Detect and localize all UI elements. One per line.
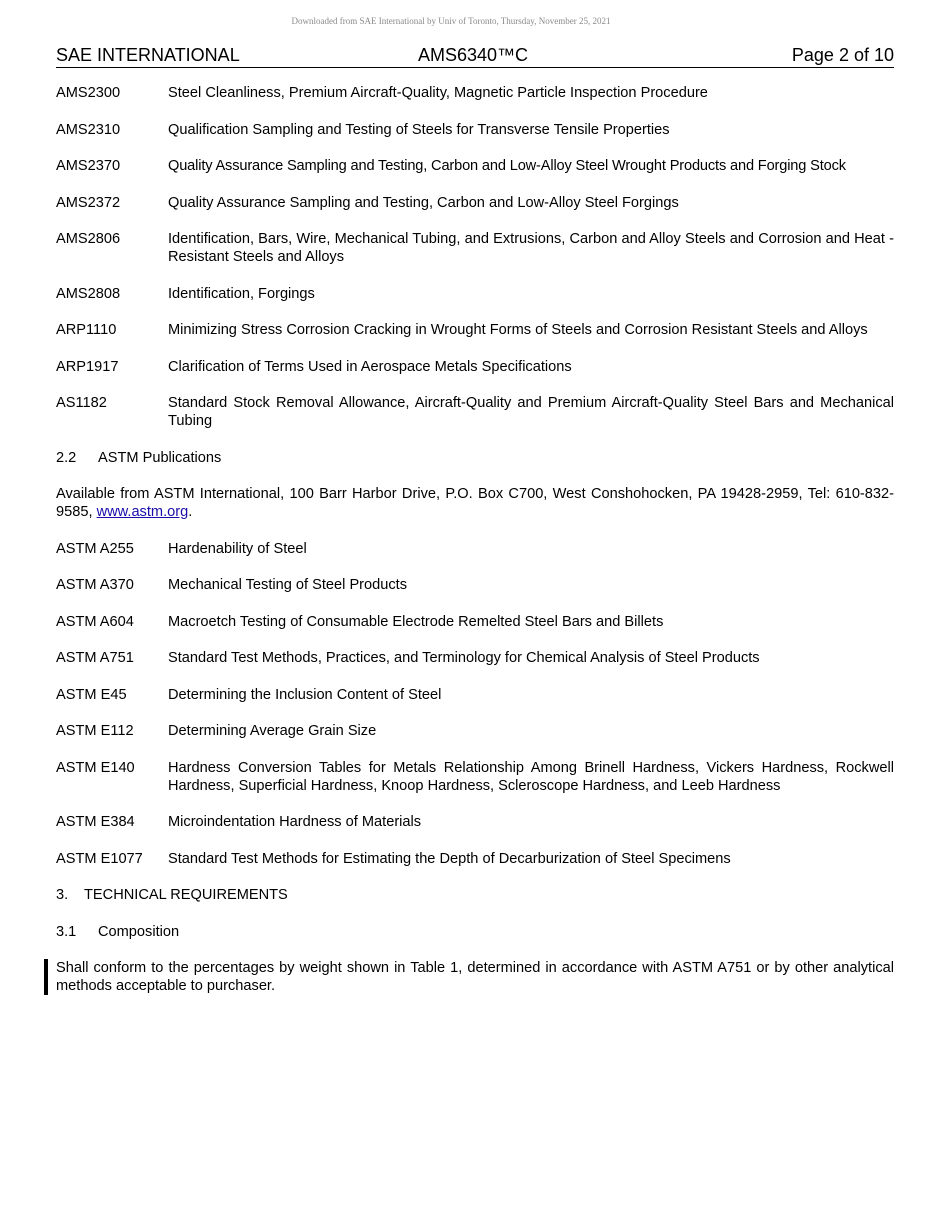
section-heading-3 bbox=[56, 886, 894, 904]
section-number: 3.1 bbox=[56, 923, 77, 940]
reference-item bbox=[56, 157, 894, 175]
reference-title: Standard Test Methods, Practices, and Terminology for Chemical Analysis of Steel Products bbox=[168, 650, 760, 666]
reference-title: Quality Assurance Sampling and Testing, Carbon and Low-Alloy Steel Forgings bbox=[168, 194, 679, 211]
reference-title: Hardness Conversion Tables for Metals Relationship Among Brinell Hardness, Vickers Hardness, Rockwell Hardness, Superficial Hardness, Knoop Hardness, Scleroscope Hardness, and Leeb Hardness bbox=[168, 759, 894, 794]
reference-title: Identification, Forgings bbox=[168, 285, 315, 302]
reference-item bbox=[56, 722, 894, 740]
reference-title: Microindentation Hardness of Materials bbox=[168, 814, 422, 830]
section-number: 2.2 bbox=[56, 449, 77, 466]
reference-title: Qualification Sampling and Testing of Steels for Transverse Tensile Properties bbox=[168, 121, 670, 138]
section-heading-3-1 bbox=[56, 923, 894, 941]
reference-item bbox=[56, 358, 894, 376]
reference-code: ARP1110 bbox=[56, 322, 117, 338]
reference-code: AS1182 bbox=[56, 395, 107, 411]
header-doc-id: AMS6340™C bbox=[418, 45, 529, 65]
reference-title: Minimizing Stress Corrosion Cracking in Wrought Forms of Steels and Corrosion Resistant Steels and Alloys bbox=[168, 322, 868, 338]
reference-item bbox=[56, 285, 894, 303]
reference-code: ASTM E112 bbox=[56, 723, 134, 739]
reference-item bbox=[56, 84, 894, 102]
reference-item bbox=[56, 194, 894, 212]
composition-paragraph bbox=[56, 959, 894, 995]
astm-website-link[interactable]: www.astm.org bbox=[96, 504, 189, 520]
reference-code: AMS2310 bbox=[56, 121, 121, 138]
reference-code: AMS2370 bbox=[56, 158, 121, 174]
reference-code: ASTM E1077 bbox=[56, 850, 143, 867]
reference-item bbox=[56, 540, 894, 558]
availability-trailing: . bbox=[188, 504, 193, 520]
section-title: Composition bbox=[98, 923, 180, 940]
reference-code: AMS2372 bbox=[56, 194, 121, 211]
reference-title: Determining Average Grain Size bbox=[168, 723, 377, 739]
reference-title: Determining the Inclusion Content of Steel bbox=[168, 686, 442, 703]
reference-code: ASTM A751 bbox=[56, 650, 134, 666]
reference-code: ASTM A604 bbox=[56, 613, 134, 630]
reference-title: Identification, Bars, Wire, Mechanical Tubing, and Extrusions, Carbon and Alloy Steels and Corrosion and Heat -Resistant Steels and Alloys bbox=[168, 231, 894, 265]
availability-text: Available from ASTM International, 100 Barr Harbor Drive, P.O. Box C700, West Conshohocken, PA 19428-2959, Tel: 610-832-9585, bbox=[56, 486, 894, 520]
reference-code: ASTM E140 bbox=[56, 759, 135, 776]
reference-item bbox=[56, 121, 894, 139]
reference-item bbox=[56, 613, 894, 631]
reference-code: AMS2806 bbox=[56, 231, 121, 247]
page-header bbox=[56, 45, 894, 68]
reference-title: Clarification of Terms Used in Aerospace Metals Specifications bbox=[168, 358, 572, 375]
reference-item bbox=[56, 230, 894, 266]
download-watermark: Downloaded from SAE International by Univ of Toronto, Thursday, November 25, 2021 bbox=[291, 16, 611, 26]
section-number: 3. bbox=[56, 887, 69, 903]
reference-code: ASTM A370 bbox=[56, 577, 134, 593]
reference-code: AMS2300 bbox=[56, 85, 121, 101]
section-title: TECHNICAL REQUIREMENTS bbox=[84, 887, 288, 903]
header-org: SAE INTERNATIONAL bbox=[56, 45, 240, 65]
reference-code: ASTM E384 bbox=[56, 814, 135, 830]
section-heading-2-2 bbox=[56, 449, 894, 467]
header-page-number: Page 2 of 10 bbox=[791, 45, 894, 65]
reference-title: Macroetch Testing of Consumable Electrode Remelted Steel Bars and Billets bbox=[168, 613, 664, 630]
reference-code: AMS2808 bbox=[56, 285, 121, 302]
document-body bbox=[56, 84, 894, 1014]
reference-item bbox=[56, 850, 894, 868]
reference-item bbox=[56, 649, 894, 667]
reference-title: Standard Stock Removal Allowance, Aircraft-Quality and Premium Aircraft-Quality Steel Bars and Mechanical Tubing bbox=[168, 395, 894, 429]
reference-title: Standard Test Methods for Estimating the Depth of Decarburization of Steel Specimens bbox=[168, 850, 731, 867]
section-title: ASTM Publications bbox=[98, 449, 222, 466]
reference-code: ASTM E45 bbox=[56, 686, 127, 703]
reference-title: Mechanical Testing of Steel Products bbox=[168, 577, 408, 593]
reference-item bbox=[56, 759, 894, 795]
astm-availability-paragraph bbox=[56, 485, 894, 521]
reference-item bbox=[56, 321, 894, 339]
reference-item bbox=[56, 813, 894, 831]
composition-text: Shall conform to the percentages by weight shown in Table 1, determined in accordance with ASTM A751 or by other analytical methods acceptable to purchaser. bbox=[56, 960, 894, 994]
reference-item bbox=[56, 576, 894, 594]
reference-code: ARP1917 bbox=[56, 358, 119, 375]
reference-code: ASTM A255 bbox=[56, 540, 134, 557]
reference-item bbox=[56, 686, 894, 704]
reference-title: Steel Cleanliness, Premium Aircraft-Quality, Magnetic Particle Inspection Procedure bbox=[168, 85, 708, 101]
reference-title: Hardenability of Steel bbox=[168, 540, 307, 557]
reference-item bbox=[56, 394, 894, 430]
reference-title: Quality Assurance Sampling and Testing, Carbon and Low-Alloy Steel Wrought Products and Forging Stock bbox=[168, 158, 846, 174]
revision-change-bar bbox=[44, 959, 48, 995]
